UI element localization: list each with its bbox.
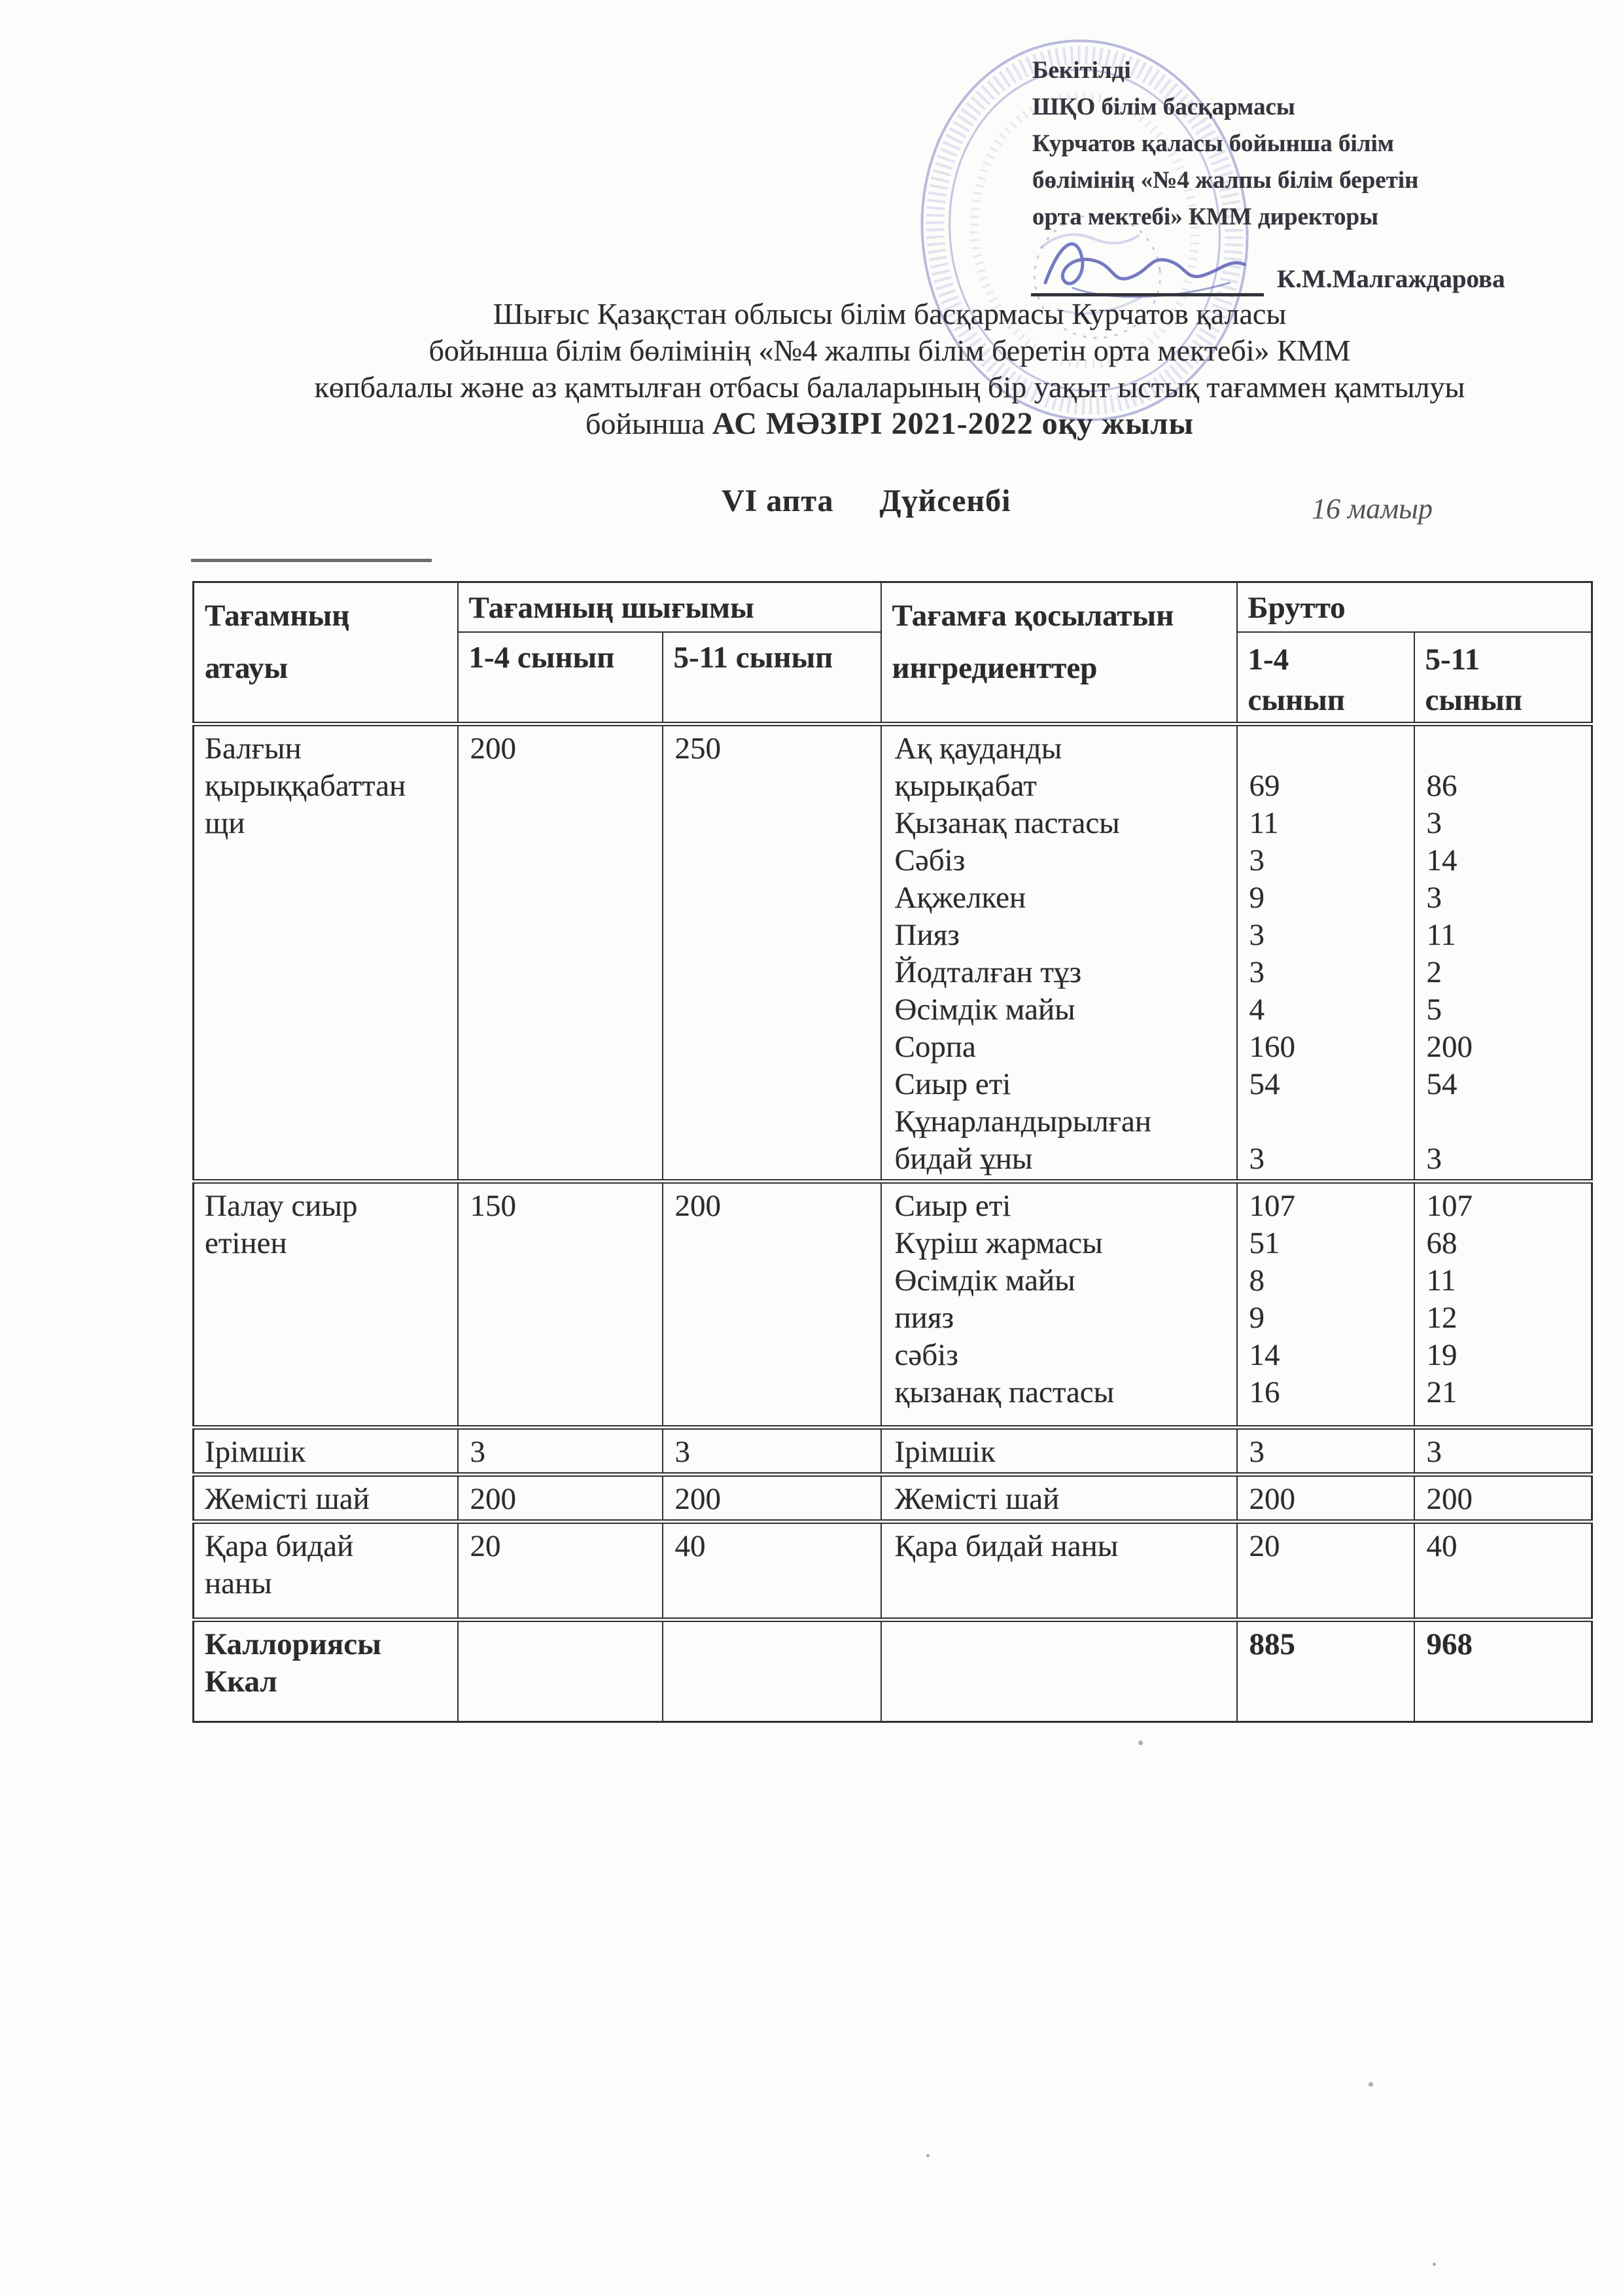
output-5-11-cell: 3: [663, 1427, 881, 1474]
brutto-5-11-cell: 200: [1414, 1474, 1592, 1521]
dish-name: Ірімшік: [205, 1434, 306, 1469]
menu-table: [192, 581, 1593, 1723]
ingredients-cell: Қара бидай наны: [881, 1521, 1237, 1619]
brutto-1-4-value: 107: [1249, 1188, 1296, 1223]
header-brutto-5-11: 5-11 сынып: [1414, 632, 1592, 724]
table-row-irimshik: [194, 1427, 1592, 1474]
brutto-1-4-cell: 885: [1237, 1619, 1414, 1722]
title-line4-suffix: оқу жылы: [1033, 406, 1194, 441]
ingredient-name: Өсімдік майы: [894, 992, 1075, 1027]
ingredient-name: Йодталған тұз: [894, 955, 1082, 989]
ingredient-name: Ақ қауданды: [894, 731, 1062, 766]
dish-cell: [194, 1619, 458, 1722]
header-brutto-group: Брутто: [1237, 582, 1592, 632]
header-row-groups: [194, 582, 1592, 632]
stamp-line: ШҚО білім басқармасы: [1032, 94, 1295, 120]
brutto-5-11-value: 12: [1426, 1300, 1457, 1335]
day-label: Дүйсенбі: [879, 484, 1011, 518]
brutto-5-11-value: 3: [1426, 805, 1442, 840]
brutto-5-11-value: 11: [1426, 917, 1456, 952]
output-5-11-cell: [663, 1619, 881, 1722]
scan-speck: [926, 2154, 930, 2157]
output-1-4-cell: 200: [458, 1474, 663, 1521]
date-label: 16 мамыр: [1312, 493, 1433, 525]
ingredient-name: Өсімдік майы: [894, 1263, 1075, 1298]
brutto-5-11-cell: 3: [1414, 1427, 1592, 1474]
menu-title-emphasis: АС МӘЗІРІ 2021-2022: [712, 406, 1034, 441]
brutto-5-11-value: 21: [1426, 1375, 1457, 1409]
header-ingredients: Тағамға қосылатын ингредиенттер: [881, 582, 1237, 724]
table-row-shchi: [194, 724, 1592, 1181]
dish-cell: [194, 1181, 458, 1427]
dish-cell: [194, 1427, 458, 1474]
brutto-1-4-value: 9: [1249, 1300, 1265, 1335]
dish-name: Қара бидай наны: [205, 1528, 354, 1600]
brutto-1-4-cell: 3: [1237, 1427, 1414, 1474]
ingredient-name: пияз: [894, 1300, 954, 1335]
brutto-5-11-cell: [1414, 1181, 1592, 1427]
brutto-5-11-value: [1427, 730, 1589, 768]
dish-cell: [194, 1521, 458, 1619]
scan-speck: [1433, 2263, 1436, 2266]
brutto-1-4-cell: [1237, 724, 1414, 1181]
handwritten-signature-icon: [1034, 220, 1256, 298]
title-line: көпбалалы және аз қамтылған отбасы балаларының бір уақыт ыстық тағаммен қамтылуы: [314, 370, 1465, 404]
brutto-1-4-value: 16: [1249, 1375, 1280, 1409]
ingredient-name: бидай ұны: [894, 1141, 1033, 1176]
brutto-1-4-value: 4: [1249, 992, 1265, 1027]
ingredient-name: сәбіз: [894, 1337, 958, 1372]
title-line: бойынша білім бөлімінің «№4 жалпы білім беретін орта мектебі» КММ: [428, 334, 1351, 367]
header-output-1-4: 1-4 сынып: [458, 632, 663, 724]
header-output-5-11: 5-11 сынып: [663, 632, 881, 724]
ingredient-name: Сиыр еті: [894, 1188, 1011, 1223]
ingredient-name: қызанақ пастасы: [894, 1375, 1115, 1409]
ingredient-name: Құнарландырылған: [894, 1104, 1152, 1139]
brutto-5-11-value: 14: [1426, 843, 1457, 877]
scan-speck: [1138, 1740, 1143, 1745]
brutto-5-11-value: 68: [1426, 1226, 1457, 1260]
output-5-11-cell: 200: [663, 1474, 881, 1521]
dish-name: Жемісті шай: [205, 1481, 370, 1516]
brutto-5-11-value: 200: [1426, 1029, 1473, 1064]
stamp-line: Бекітілді: [1032, 57, 1131, 84]
brutto-1-4-value: [1249, 1103, 1411, 1140]
brutto-1-4-cell: 200: [1237, 1474, 1414, 1521]
table-row-palau: [194, 1181, 1592, 1427]
brutto-1-4-value: 160: [1249, 1029, 1296, 1064]
ingredient-name: Ақжелкен: [894, 880, 1026, 915]
ingredient-name: Күріш жармасы: [894, 1226, 1103, 1260]
stamp-line: орта мектебі» КММ директоры: [1032, 203, 1378, 230]
ingredients-cell: [881, 1619, 1237, 1722]
ingredient-name: Сорпа: [894, 1029, 976, 1064]
brutto-5-11-value: 19: [1426, 1337, 1457, 1372]
dish-name: Палау сиыр етінен: [205, 1188, 358, 1260]
document-title: [177, 296, 1603, 442]
brutto-1-4-value: 3: [1249, 917, 1265, 952]
brutto-1-4-cell: [1237, 1181, 1414, 1427]
output-1-4-cell: 3: [458, 1427, 663, 1474]
stamp-line: Курчатов қаласы бойынша білім: [1032, 130, 1394, 157]
table-row-bread: [194, 1521, 1592, 1619]
brutto-1-4-value: 11: [1249, 805, 1279, 840]
output-1-4-cell: [458, 1619, 663, 1722]
ingredients-cell: Ірімшік: [881, 1427, 1237, 1474]
output-5-11-cell: 200: [663, 1181, 881, 1427]
brutto-5-11-value: 2: [1426, 955, 1442, 989]
brutto-5-11-value: 3: [1426, 880, 1442, 915]
brutto-5-11-value: [1427, 1103, 1589, 1140]
ingredients-cell: [881, 724, 1237, 1181]
ingredient-name: Сиыр еті: [894, 1067, 1011, 1101]
brutto-1-4-value: 3: [1249, 843, 1265, 877]
table-row-calories: [194, 1619, 1592, 1722]
dish-name: Балғын қырыққабаттан щи: [205, 731, 406, 840]
ingredient-name: Қызанақ пастасы: [894, 805, 1120, 840]
scan-artifact-line: [191, 559, 432, 562]
week-day-heading: [722, 483, 1011, 519]
brutto-5-11-value: 5: [1426, 992, 1442, 1027]
title-line: [177, 406, 1603, 442]
table-row-tea: [194, 1474, 1592, 1521]
output-1-4-cell: 200: [458, 724, 663, 1181]
director-name: К.М.Малгаждарова: [1277, 265, 1505, 293]
output-5-11-cell: 40: [663, 1521, 881, 1619]
dish-cell: [194, 1474, 458, 1521]
brutto-1-4-value: 69: [1249, 768, 1280, 803]
brutto-5-11-value: 11: [1426, 1263, 1456, 1298]
brutto-5-11-value: 107: [1426, 1188, 1473, 1223]
brutto-1-4-value: 3: [1249, 1141, 1265, 1176]
dish-cell: [194, 724, 458, 1181]
brutto-5-11-value: 3: [1426, 1141, 1442, 1176]
brutto-1-4-value: 54: [1249, 1067, 1280, 1101]
brutto-5-11-value: 86: [1426, 768, 1457, 803]
output-1-4-cell: 20: [458, 1521, 663, 1619]
brutto-1-4-value: [1249, 730, 1411, 768]
approval-stamp-text: [1032, 52, 1418, 236]
ingredients-cell: Жемісті шай: [881, 1474, 1237, 1521]
ingredient-name: қырықабат: [894, 768, 1037, 803]
brutto-1-4-value: 9: [1249, 880, 1265, 915]
brutto-5-11-value: 54: [1426, 1067, 1457, 1101]
scan-speck: [1369, 2082, 1373, 2087]
title-line4-prefix: бойынша: [585, 407, 712, 440]
ingredient-name: Пияз: [894, 917, 960, 952]
brutto-1-4-value: 51: [1249, 1226, 1280, 1260]
stamp-line: бөлімінің «№4 жалпы білім беретін: [1032, 167, 1419, 194]
week-label: VI апта: [722, 484, 834, 518]
output-5-11-cell: 250: [663, 724, 881, 1181]
brutto-5-11-cell: 968: [1414, 1619, 1592, 1722]
dish-name: Каллориясы Ккал: [205, 1627, 381, 1699]
header-brutto-1-4: 1-4 сынып: [1237, 632, 1414, 724]
ingredients-cell: [881, 1181, 1237, 1427]
brutto-5-11-cell: [1414, 724, 1592, 1181]
brutto-5-11-cell: 40: [1414, 1521, 1592, 1619]
header-dish: Тағамның атауы: [194, 582, 458, 724]
ingredient-name: Сәбіз: [894, 843, 966, 877]
brutto-1-4-value: 3: [1249, 955, 1265, 989]
title-line: Шығыс Қазақстан облысы білім басқармасы Курчатов қаласы: [493, 297, 1287, 330]
brutto-1-4-value: 14: [1249, 1337, 1280, 1372]
brutto-1-4-cell: 20: [1237, 1521, 1414, 1619]
header-output-group: Тағамның шығымы: [458, 582, 881, 632]
brutto-1-4-value: 8: [1249, 1263, 1265, 1298]
output-1-4-cell: 150: [458, 1181, 663, 1427]
